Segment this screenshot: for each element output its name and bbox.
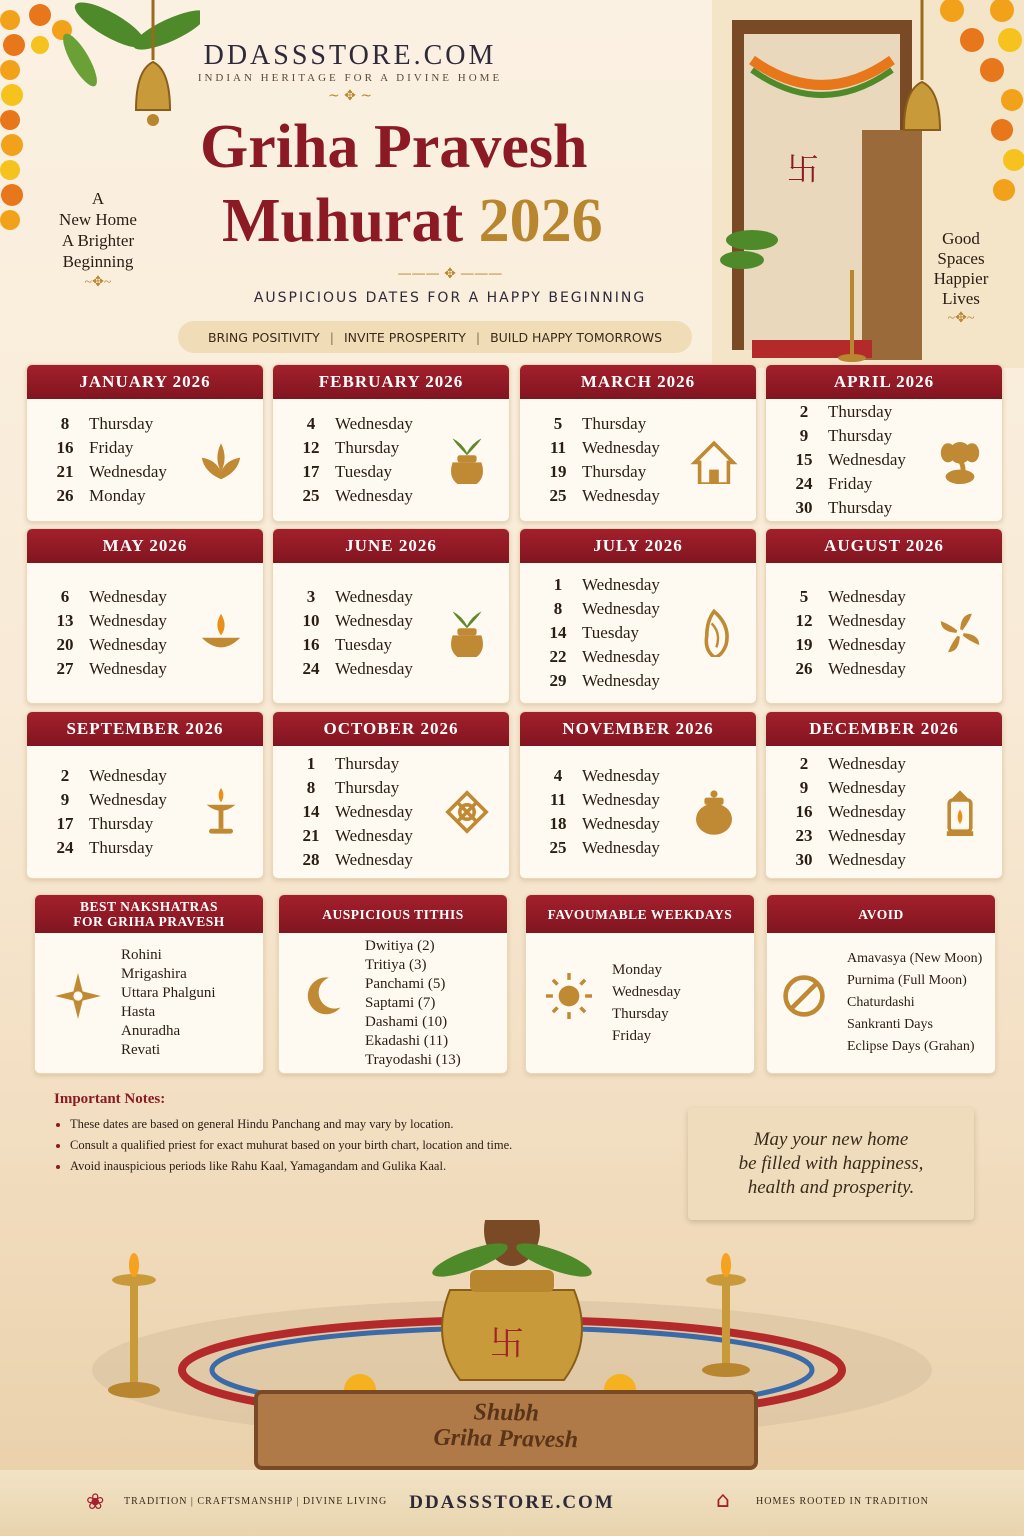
date-day: 3 <box>306 587 316 606</box>
date-day: 5 <box>799 587 809 606</box>
date-weekday: Wednesday <box>89 462 167 481</box>
info-item: Tritiya (3) <box>365 956 427 973</box>
date-weekday: Thursday <box>828 402 893 421</box>
info-header: BEST NAKSHATRAS FOR GRIHA PRAVESH <box>35 895 263 933</box>
month-card <box>519 364 757 522</box>
side-line: A <box>91 189 105 208</box>
date-row <box>41 633 167 657</box>
date-day: 14 <box>549 623 567 642</box>
date-weekday: Wednesday <box>89 635 167 654</box>
info-item: Panchami (5) <box>365 975 446 992</box>
info-header: AVOID <box>767 895 995 933</box>
date-row <box>41 484 167 508</box>
important-notes <box>54 1091 654 1177</box>
date-weekday: Thursday <box>335 754 400 773</box>
date-row <box>780 657 906 681</box>
date-row <box>780 848 906 872</box>
date-list <box>780 585 906 681</box>
date-list <box>41 412 167 508</box>
svg-text:卐: 卐 <box>490 1324 524 1364</box>
footer-right-text: HOMES ROOTED IN TRADITION <box>756 1496 929 1507</box>
date-row <box>41 836 167 860</box>
date-row <box>287 752 413 776</box>
date-day: 4 <box>306 414 316 433</box>
date-row <box>780 585 906 609</box>
info-list <box>121 946 216 1060</box>
date-row <box>287 436 413 460</box>
date-row <box>287 776 413 800</box>
date-weekday: Wednesday <box>335 659 413 678</box>
date-weekday: Friday <box>828 474 873 493</box>
blessing-line: health and prosperity. <box>747 1177 915 1198</box>
month-card <box>765 711 1003 879</box>
kalash-icon <box>443 436 491 484</box>
moon-icon <box>299 973 345 1019</box>
pill-item: BUILD HAPPY TOMORROWS <box>490 329 663 345</box>
note-item: • Avoid inauspicious periods like Rahu Kaal, Yamagandam and Gulika Kaal. <box>70 1156 654 1177</box>
month-card <box>765 528 1003 704</box>
doormat-text <box>236 1395 777 1456</box>
date-day: 9 <box>60 790 70 809</box>
diya-icon <box>197 609 245 657</box>
month-header: NOVEMBER 2026 <box>520 712 756 746</box>
date-day: 16 <box>302 635 320 654</box>
date-weekday: Thursday <box>828 498 893 517</box>
info-card <box>278 894 508 1074</box>
date-list <box>287 412 413 508</box>
side-note-right <box>916 229 1006 329</box>
date-day: 24 <box>56 838 74 857</box>
date-weekday: Wednesday <box>89 587 167 606</box>
date-row <box>780 752 906 776</box>
month-header: AUGUST 2026 <box>766 529 1002 563</box>
date-day: 8 <box>60 414 70 433</box>
note-item: • These dates are based on general Hindu Panchang and may vary by location. <box>70 1114 654 1135</box>
date-row <box>287 609 413 633</box>
month-header: MAY 2026 <box>27 529 263 563</box>
date-row <box>41 764 167 788</box>
date-day: 8 <box>306 778 316 797</box>
month-header: OCTOBER 2026 <box>273 712 509 746</box>
date-row <box>534 597 660 621</box>
info-item: Rohini <box>121 947 162 963</box>
footer-brand[interactable]: DDASSSTORE.COM <box>409 1492 615 1513</box>
date-day: 8 <box>553 599 563 618</box>
date-weekday: Wednesday <box>828 778 906 797</box>
date-day: 18 <box>549 814 567 833</box>
date-row <box>780 496 906 520</box>
conch-icon <box>690 609 738 657</box>
date-row <box>287 800 413 824</box>
info-list <box>612 959 681 1047</box>
date-day: 25 <box>549 486 567 505</box>
date-list <box>534 573 660 693</box>
date-day: 9 <box>799 778 809 797</box>
info-item: Trayodashi (13) <box>365 1051 461 1068</box>
date-row <box>41 812 167 836</box>
doormat-line: Griha Pravesh <box>433 1424 579 1454</box>
month-header: MARCH 2026 <box>520 365 756 399</box>
date-weekday: Wednesday <box>335 414 413 433</box>
month-header: SEPTEMBER 2026 <box>27 712 263 746</box>
date-list <box>534 412 660 508</box>
kalash-icon <box>443 609 491 657</box>
page-title-line1: Griha Pravesh <box>200 113 588 181</box>
date-weekday: Wednesday <box>828 802 906 821</box>
month-card <box>26 528 264 704</box>
date-row <box>287 412 413 436</box>
title-year: 2026 <box>478 187 603 255</box>
info-item: Eclipse Days (Grahan) <box>847 1039 975 1054</box>
info-item: Hasta <box>121 1004 156 1020</box>
date-day: 17 <box>56 814 74 833</box>
info-card <box>766 894 996 1074</box>
date-day: 21 <box>56 462 74 481</box>
svg-text:卐: 卐 <box>787 150 820 188</box>
side-line: Happier <box>933 269 989 288</box>
side-line: Good <box>942 229 980 248</box>
pill-separator: | <box>475 329 481 345</box>
date-row <box>534 836 660 860</box>
date-list <box>287 585 413 681</box>
date-row <box>41 585 167 609</box>
date-day: 16 <box>56 438 74 457</box>
month-header: FEBRUARY 2026 <box>273 365 509 399</box>
date-day: 19 <box>549 462 567 481</box>
month-header: JULY 2026 <box>520 529 756 563</box>
date-day: 12 <box>795 611 813 630</box>
date-day: 5 <box>553 414 563 433</box>
date-row <box>534 484 660 508</box>
side-line: Spaces <box>937 249 985 268</box>
title-word: Muhurat <box>222 187 464 255</box>
date-day: 2 <box>60 766 70 785</box>
date-weekday: Wednesday <box>89 766 167 785</box>
blessing-scroll <box>688 1108 974 1220</box>
date-list <box>534 764 660 860</box>
divider-ornament-icon: ~✥~ <box>84 275 112 290</box>
brand-name[interactable]: DDASSSTORE.COM <box>203 40 497 71</box>
date-row <box>780 400 906 424</box>
date-weekday: Wednesday <box>828 635 906 654</box>
pinwheel-icon <box>936 609 984 657</box>
date-day: 28 <box>302 850 320 869</box>
month-card <box>272 528 510 704</box>
date-weekday: Thursday <box>89 414 154 433</box>
note-item: • Consult a qualified priest for exact muhurat based on your birth chart, location and time. <box>70 1135 654 1156</box>
date-day: 30 <box>795 498 813 517</box>
date-weekday: Wednesday <box>582 766 660 785</box>
date-row <box>780 609 906 633</box>
side-line: New Home <box>59 210 137 229</box>
info-list <box>847 948 982 1058</box>
pot-icon <box>690 788 738 836</box>
date-list <box>780 400 906 520</box>
info-item: Revati <box>121 1042 161 1058</box>
info-item: Ekadashi (11) <box>365 1032 449 1049</box>
date-row <box>41 657 167 681</box>
info-item: Thursday <box>612 1006 669 1022</box>
date-weekday: Wednesday <box>89 611 167 630</box>
date-day: 26 <box>795 659 813 678</box>
date-weekday: Wednesday <box>89 659 167 678</box>
lotus-icon: ❀ <box>86 1490 105 1515</box>
info-item: Friday <box>612 1028 652 1044</box>
date-day: 11 <box>549 438 567 457</box>
date-day: 9 <box>799 426 809 445</box>
date-weekday: Wednesday <box>828 826 906 845</box>
date-day: 21 <box>302 826 320 845</box>
month-header: DECEMBER 2026 <box>766 712 1002 746</box>
info-item: Mrigashira <box>121 966 187 982</box>
date-row <box>534 812 660 836</box>
date-weekday: Wednesday <box>335 826 413 845</box>
info-item: Amavasya (New Moon) <box>847 951 983 966</box>
date-day: 24 <box>302 659 320 678</box>
lotus-icon <box>197 436 245 484</box>
date-list <box>41 585 167 681</box>
footer-left-text: TRADITION | CRAFTSMANSHIP | DIVINE LIVING <box>124 1496 388 1507</box>
date-row <box>287 484 413 508</box>
date-row <box>41 436 167 460</box>
date-weekday: Thursday <box>582 414 647 433</box>
date-weekday: Thursday <box>89 814 154 833</box>
oil-lamp-icon <box>197 788 245 836</box>
date-weekday: Wednesday <box>335 486 413 505</box>
divider-ornament-icon: ~ ✥ ~ <box>327 88 373 104</box>
date-weekday: Tuesday <box>582 623 639 642</box>
date-day: 29 <box>549 671 567 690</box>
date-weekday: Monday <box>89 486 146 505</box>
info-header: AUSPICIOUS TITHIS <box>279 895 507 933</box>
pill-item: BRING POSITIVITY <box>207 329 320 345</box>
date-weekday: Wednesday <box>828 587 906 606</box>
page-subtitle: AUSPICIOUS DATES FOR A HAPPY BEGINNING <box>253 290 647 306</box>
date-day: 16 <box>795 802 813 821</box>
prohibited-icon <box>781 973 827 1019</box>
date-row <box>534 669 660 693</box>
date-weekday: Thursday <box>89 838 154 857</box>
month-card <box>272 364 510 522</box>
info-list <box>365 937 461 1070</box>
date-row <box>287 633 413 657</box>
date-weekday: Wednesday <box>828 450 906 469</box>
month-card <box>272 711 510 879</box>
info-item: Chaturdashi <box>847 995 915 1010</box>
date-day: 24 <box>795 474 813 493</box>
date-weekday: Wednesday <box>335 587 413 606</box>
date-weekday: Thursday <box>335 778 400 797</box>
date-weekday: Thursday <box>582 462 647 481</box>
star-icon <box>55 973 101 1019</box>
date-row <box>41 460 167 484</box>
divider-ornament-icon: ——— ✥ ——— <box>397 266 503 282</box>
date-row <box>534 412 660 436</box>
sun-icon <box>546 973 592 1019</box>
date-day: 10 <box>302 611 320 630</box>
date-weekday: Friday <box>89 438 134 457</box>
page-title-line2 <box>222 186 722 257</box>
info-header: FAVOUMABLE WEEKDAYS <box>526 895 754 933</box>
date-day: 15 <box>795 450 813 469</box>
date-weekday: Wednesday <box>89 790 167 809</box>
date-day: 26 <box>56 486 74 505</box>
date-weekday: Wednesday <box>582 647 660 666</box>
lantern-icon <box>936 788 984 836</box>
month-header: JANUARY 2026 <box>27 365 263 399</box>
date-day: 25 <box>302 486 320 505</box>
month-card <box>26 364 264 522</box>
info-item: Purnima (Full Moon) <box>847 973 967 988</box>
date-row <box>534 573 660 597</box>
date-weekday: Wednesday <box>828 754 906 773</box>
doormat-line: Shubh <box>473 1399 540 1427</box>
date-list <box>780 752 906 872</box>
pill-item: INVITE PROSPERITY <box>344 329 466 345</box>
date-row <box>534 460 660 484</box>
date-row <box>287 824 413 848</box>
date-weekday: Wednesday <box>828 611 906 630</box>
house-icon <box>690 436 738 484</box>
date-weekday: Thursday <box>828 426 893 445</box>
date-day: 22 <box>549 647 567 666</box>
pill-bar <box>178 321 692 353</box>
date-row <box>41 412 167 436</box>
info-item: Sankranti Days <box>847 1017 933 1032</box>
date-row <box>41 788 167 812</box>
date-weekday: Tuesday <box>335 462 392 481</box>
date-day: 27 <box>56 659 74 678</box>
side-line: Beginning <box>62 252 134 271</box>
house-icon: ⌂ <box>716 1488 730 1513</box>
date-day: 4 <box>553 766 563 785</box>
month-card <box>26 711 264 879</box>
date-weekday: Wednesday <box>335 850 413 869</box>
date-row <box>780 448 906 472</box>
date-day: 1 <box>553 575 563 594</box>
endless-knot-icon <box>443 788 491 836</box>
date-day: 1 <box>306 754 316 773</box>
info-item: Wednesday <box>612 984 681 1000</box>
date-day: 2 <box>799 402 809 421</box>
date-day: 17 <box>302 462 320 481</box>
date-weekday: Wednesday <box>582 575 660 594</box>
date-day: 30 <box>795 850 813 869</box>
date-row <box>287 657 413 681</box>
date-weekday: Wednesday <box>828 659 906 678</box>
blessing-line: be filled with happiness, <box>738 1153 924 1174</box>
date-day: 19 <box>795 635 813 654</box>
date-weekday: Wednesday <box>582 790 660 809</box>
date-day: 12 <box>302 438 320 457</box>
date-row <box>780 800 906 824</box>
info-item: Uttara Phalguni <box>121 985 216 1001</box>
date-row <box>41 609 167 633</box>
date-weekday: Wednesday <box>582 814 660 833</box>
kalash-pot-illustration <box>429 1220 595 1380</box>
date-row <box>287 585 413 609</box>
side-line: A Brighter <box>61 231 135 250</box>
info-item: Monday <box>612 962 662 978</box>
date-weekday: Wednesday <box>582 599 660 618</box>
date-weekday: Wednesday <box>582 671 660 690</box>
date-row <box>534 645 660 669</box>
date-day: 23 <box>795 826 813 845</box>
date-weekday: Tuesday <box>335 635 392 654</box>
date-row <box>780 824 906 848</box>
month-card <box>519 528 757 704</box>
date-row <box>287 848 413 872</box>
date-weekday: Wednesday <box>582 486 660 505</box>
month-card <box>765 364 1003 522</box>
month-header: APRIL 2026 <box>766 365 1002 399</box>
info-item: Saptami (7) <box>365 994 436 1011</box>
date-row <box>534 621 660 645</box>
side-note-left <box>40 188 156 293</box>
date-list <box>287 752 413 872</box>
date-row <box>780 776 906 800</box>
date-weekday: Wednesday <box>828 850 906 869</box>
date-row <box>534 436 660 460</box>
info-item: Dwitiya (2) <box>365 937 435 954</box>
info-item: Anuradha <box>121 1023 181 1039</box>
date-weekday: Thursday <box>335 438 400 457</box>
month-card <box>519 711 757 879</box>
date-row <box>287 460 413 484</box>
month-header: JUNE 2026 <box>273 529 509 563</box>
pill-separator: | <box>329 329 334 345</box>
date-weekday: Wednesday <box>335 611 413 630</box>
info-item: Dashami (10) <box>365 1013 448 1030</box>
date-day: 14 <box>302 802 320 821</box>
date-day: 13 <box>56 611 74 630</box>
date-day: 2 <box>799 754 809 773</box>
info-card <box>525 894 755 1074</box>
date-weekday: Wednesday <box>582 438 660 457</box>
date-row <box>780 424 906 448</box>
blessing-line: May your new home <box>753 1129 909 1150</box>
notes-title: Important Notes: <box>54 1091 166 1107</box>
ganesha-icon <box>936 436 984 484</box>
date-row <box>780 472 906 496</box>
info-card <box>34 894 264 1074</box>
side-line: Lives <box>942 289 980 308</box>
date-weekday: Wednesday <box>335 802 413 821</box>
date-day: 11 <box>549 790 567 809</box>
date-day: 20 <box>56 635 74 654</box>
date-row <box>534 764 660 788</box>
date-day: 6 <box>60 587 70 606</box>
divider-ornament-icon: ~✥~ <box>947 311 975 326</box>
date-row <box>780 633 906 657</box>
brand-tagline: INDIAN HERITAGE FOR A DIVINE HOME <box>197 72 503 84</box>
date-weekday: Wednesday <box>582 838 660 857</box>
date-day: 25 <box>549 838 567 857</box>
date-row <box>534 788 660 812</box>
date-list <box>41 764 167 860</box>
